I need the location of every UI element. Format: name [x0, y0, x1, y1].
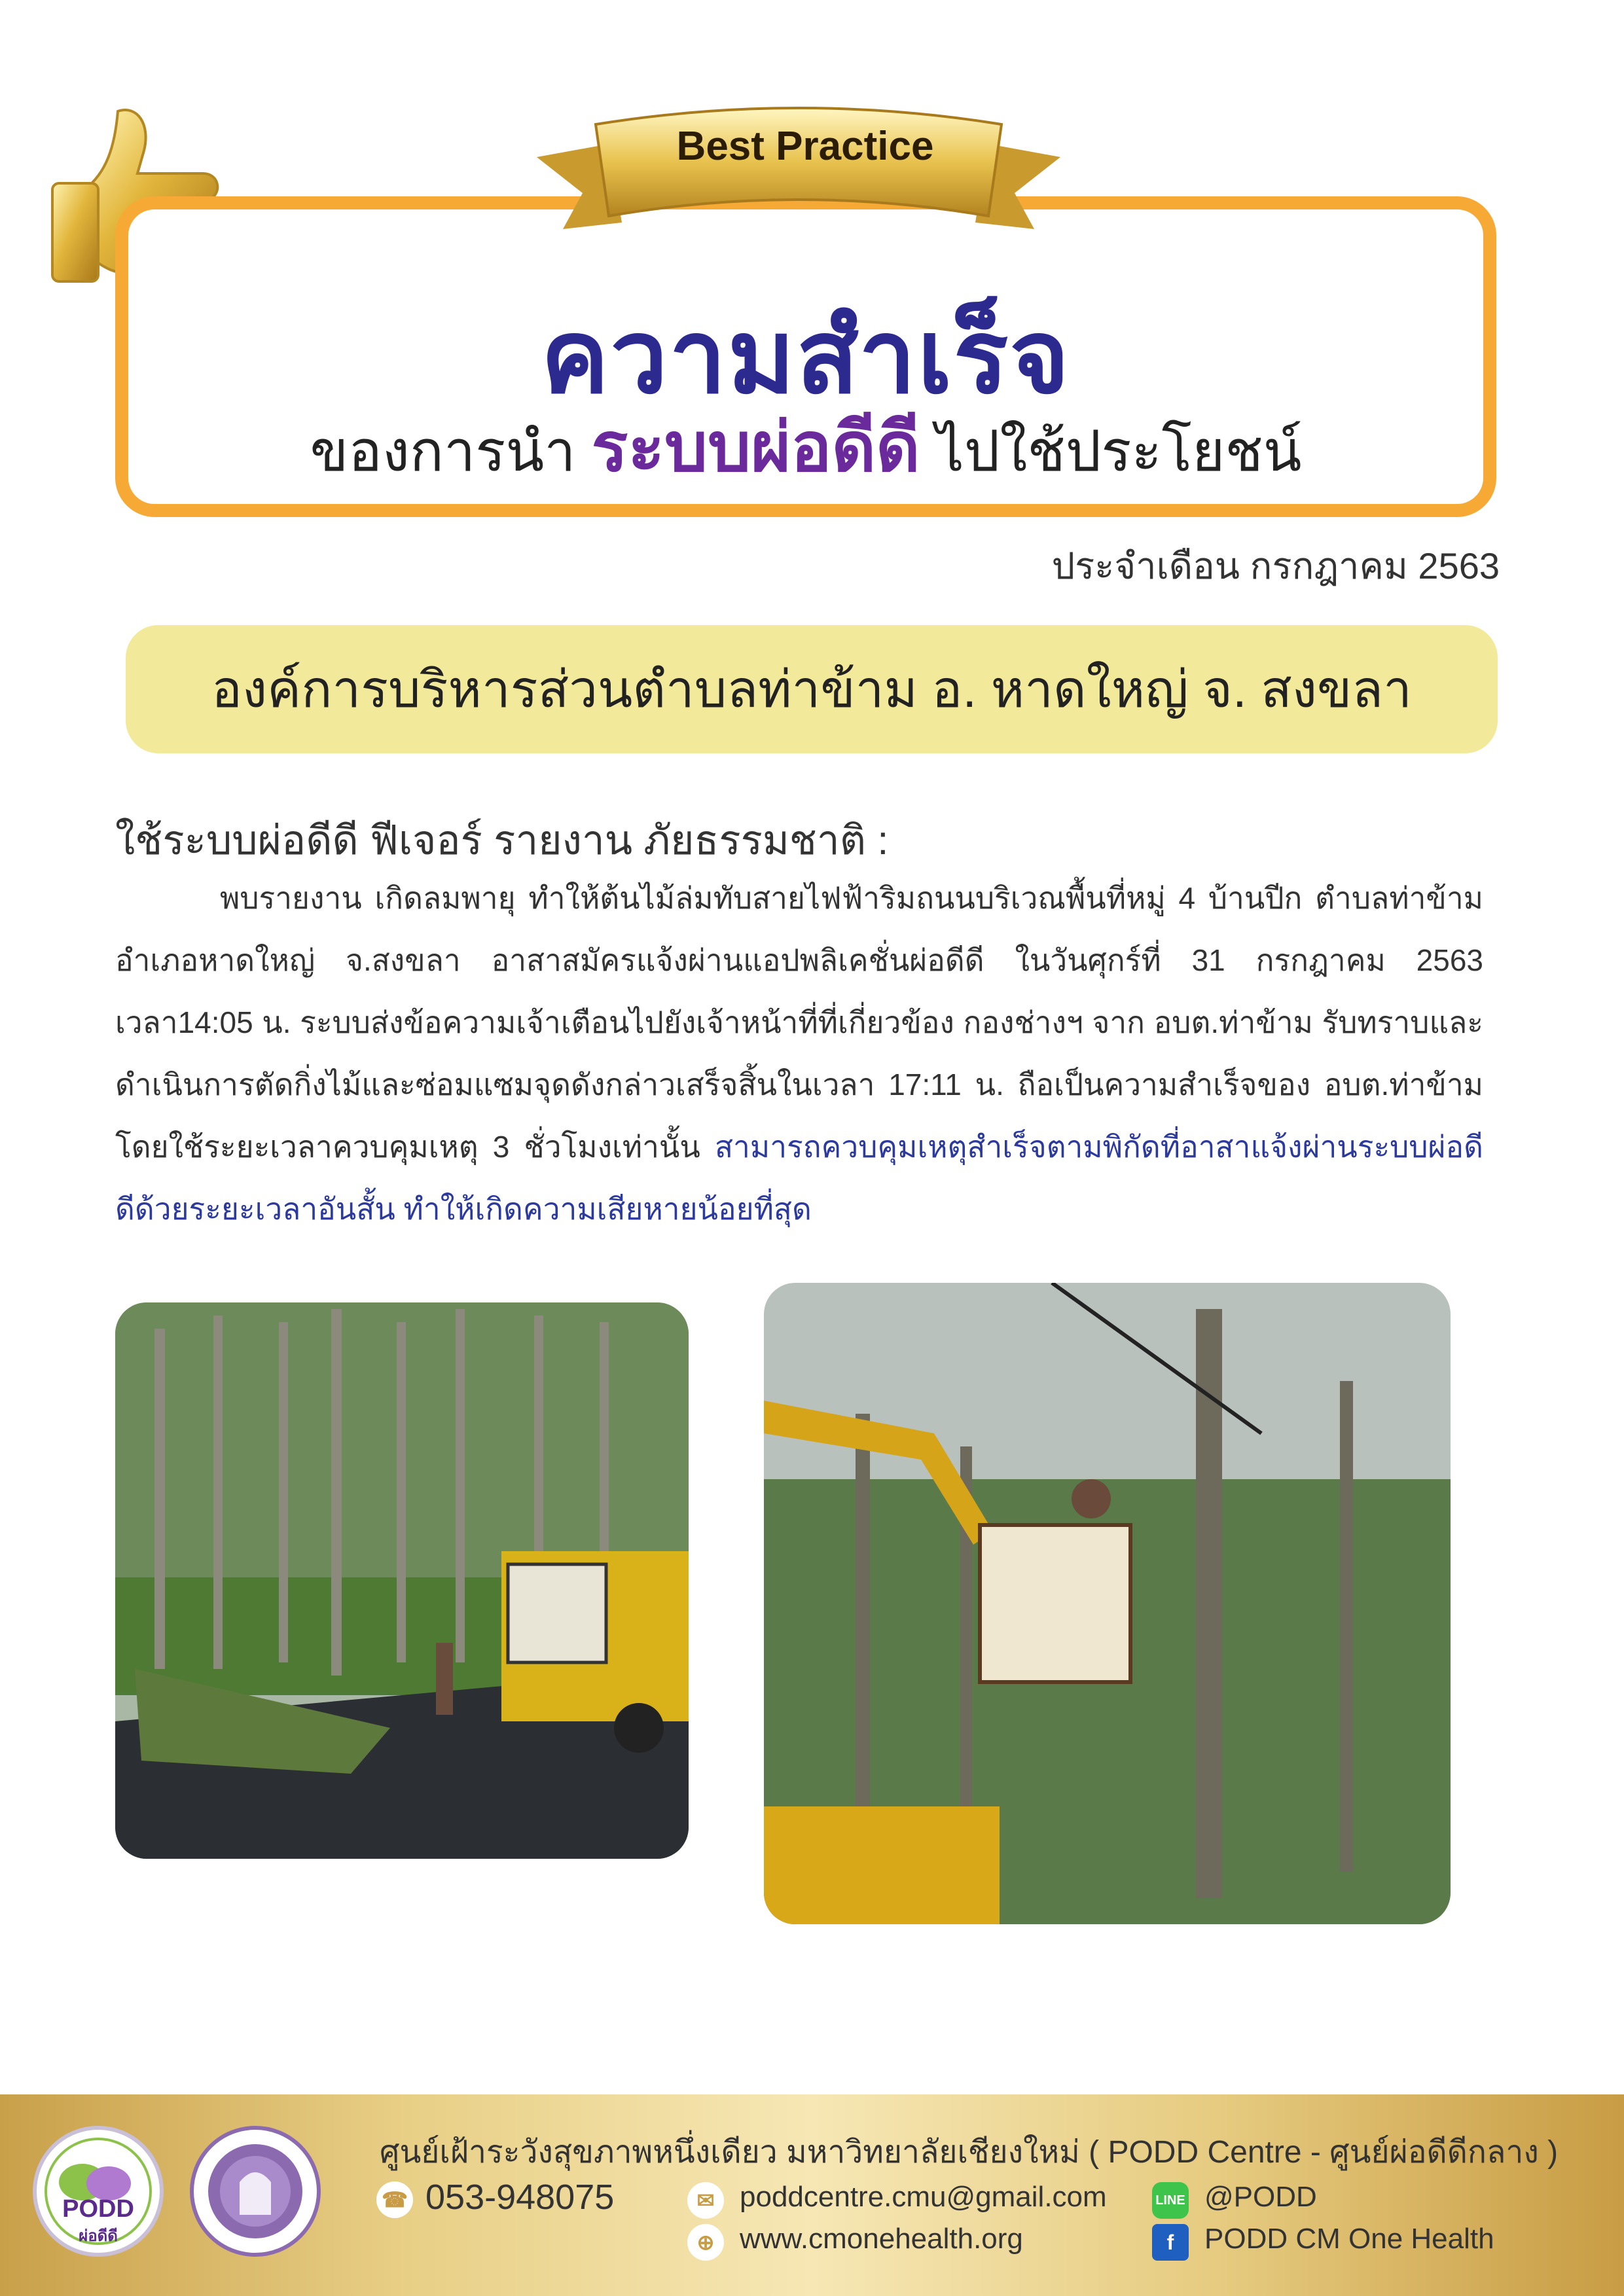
email-icon: ✉	[687, 2182, 724, 2219]
line-id[interactable]: @PODD	[1204, 2181, 1317, 2213]
page-title: ความสำเร็จ	[541, 300, 1071, 414]
phone-number[interactable]: 053-948075	[425, 2178, 615, 2217]
logo-subtext: ผ่อดีดี	[79, 2227, 118, 2245]
org-banner: องค์การบริหารส่วนตำบลท่าข้าม อ. หาดใหญ่ จ. สงขลา	[126, 625, 1498, 753]
facebook-page[interactable]: PODD CM One Health	[1204, 2223, 1494, 2255]
line-icon: LINE	[1152, 2182, 1189, 2219]
facebook-icon: f	[1152, 2224, 1189, 2261]
subtitle-after: ไปใช้ประโยชน์	[935, 420, 1302, 483]
email-link[interactable]: poddcentre.cmu@gmail.com	[740, 2181, 1107, 2213]
phone-icon: ☎	[376, 2181, 413, 2218]
month-line: ประจำเดือน กรกฎาคม 2563	[1051, 545, 1500, 586]
globe-icon: ⊕	[687, 2224, 724, 2261]
website-link[interactable]: www.cmonehealth.org	[740, 2223, 1023, 2255]
photo-crane-cutting	[764, 1283, 1451, 1924]
body-paragraph	[115, 867, 1483, 1240]
footer-title: ศูนย์เฝ้าระวังสุขภาพหนึ่งเดียว มหาวิทยาลัยเชียงใหม่ ( PODD Centre - ศูนย์ผ่อดีดีกลาง )	[380, 2135, 1559, 2170]
university-seal-logo	[190, 2126, 321, 2257]
podd-logo	[33, 2126, 164, 2257]
ribbon-label: Best Practice	[676, 124, 934, 169]
subtitle-before: ของการนำ	[310, 420, 576, 483]
logo-text: PODD	[62, 2195, 134, 2223]
body-highlight: สามารถควบคุมเหตุสำเร็จตามพิกัดที่อาสาแจ้งผ่านระบบผ่อดีดีด้วยระยะเวลาอันสั้น ทำให้เกิดความเสียหายน้อยที่สุด	[115, 1130, 1484, 1226]
subtitle-highlight: ระบบผ่อดีดี	[591, 410, 920, 486]
body-text: พบรายงาน เกิดลมพายุ ทำให้ต้นไม้ล่มทับสายไฟฟ้าริมถนนบริเวณพื้นที่หมู่ 4 บ้านปีก ตำบลท่าข้าม อำเภอหาดใหญ่ จ.สงขลา อาสาสมัครแจ้งผ่านแอปพลิเคชั่นผ่อดีดี ในวันศุกร์ที่ 31 กรกฎาคม 2563 เวลา14:05 น. ระบบส่งข้อความเจ้าเตือนไปยังเจ้าหน้าที่ที่เกี่ยวข้อง กองช่างฯ จาก อบต.ท่าข้าม รับทราบและดำเนินการตัดกิ่งไม้และซ่อมแซมจุดดังกล่าวเสร็จสิ้นในเวลา 17:11 น. ถือเป็นความสำเร็จของ อบต.ท่าข้าม โดยใช้ระยะเวลาควบคุมเหตุ 3 ชั่วโมงเท่านั้น	[115, 881, 1483, 1164]
photo-fallen-tree	[115, 1302, 689, 1859]
page-subtitle	[115, 393, 1496, 501]
feature-line: ใช้ระบบผ่อดีดี ฟีเจอร์ รายงาน ภัยธรรมชาติ :	[115, 818, 889, 863]
